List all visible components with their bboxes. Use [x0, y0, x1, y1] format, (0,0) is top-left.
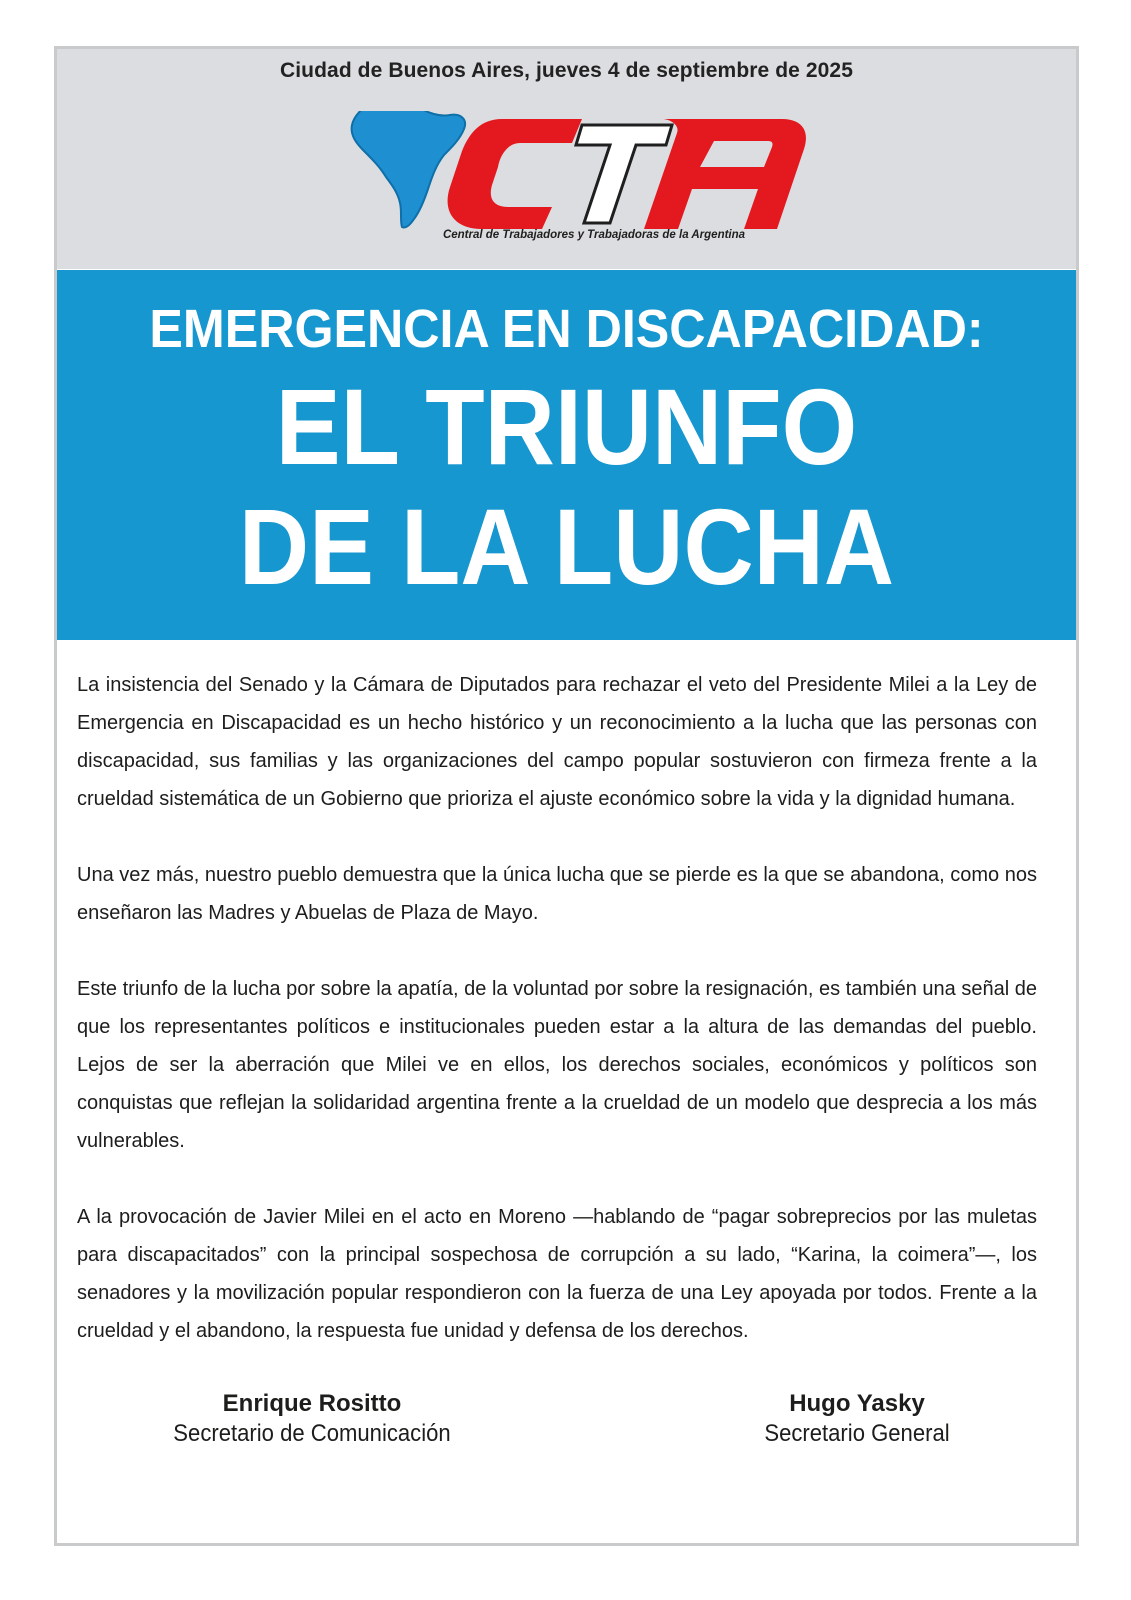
- paragraph: Una vez más, nuestro pueblo demuestra que la única lucha que se pierde es la que se abandona, como nos enseñaron las Madres y Abuelas de Plaza de Mayo.: [77, 864, 1037, 924]
- signature-block: [697, 1389, 1017, 1449]
- signature-block: [127, 1389, 497, 1449]
- paragraph: La insistencia del Senado y la Cámara de Diputados para rechazar el veto del Presidente Milei a la Ley de Emergencia en Discapacidad es un hecho histórico y un reconocimiento a la lucha que las personas con discapacidad, sus familias y las organizaciones del campo popular sostuvieron con firmeza frente a la crueldad sistemática de un Gobierno que prioriza el ajuste económico sobre la vida y la dignidad humana.: [77, 674, 1037, 810]
- statement-body: [77, 666, 1037, 1388]
- signatory-role: Secretario de Comunicación: [173, 1420, 451, 1447]
- south-america-map-icon: [352, 111, 465, 228]
- paragraph: Este triunfo de la lucha por sobre la apatía, de la voluntad por sobre la resignación, es también una señal de que los representantes políticos e institucionales pueden estar a la altura de las demandas del pueblo. Lejos de ser la aberración que Milei ve en ellos, los derechos sociales, económicos y políticos son conquistas que reflejan la solidaridad argentina frente a la crueldad de un modelo que desprecia a los más vulnerables.: [77, 978, 1037, 1152]
- signatory-role: Secretario General: [764, 1420, 950, 1447]
- headline-line-2: EL TRIUNFO: [275, 366, 858, 487]
- header-band: [57, 49, 1076, 269]
- logo-tagline: Central de Trabajadores y Trabajadoras de la Argentina: [442, 229, 746, 241]
- document-frame: [54, 46, 1079, 1546]
- signatory-name: Hugo Yasky: [789, 1390, 925, 1417]
- cta-logo-graphic: [332, 111, 812, 231]
- paragraph: A la provocación de Javier Milei en el acto en Moreno —hablando de “pagar sobreprecios por las muletas para discapacitados” con la principal sospechosa de corrupción a su lado, “Karina, la coimera”—, los senadores y la movilización popular respondieron con la fuerza de una Ley apoyada por todos. Frente a la crueldad y el abandono, la respuesta fue unidad y defensa de los derechos.: [77, 1206, 1037, 1342]
- signatory-name: Enrique Rositto: [222, 1390, 402, 1417]
- cta-logo: [332, 111, 812, 261]
- dateline: Ciudad de Buenos Aires, jueves 4 de septiembre de 2025: [279, 59, 853, 82]
- headline-band: [57, 270, 1076, 640]
- cta-letter-c: [448, 119, 582, 229]
- headline-line-1: EMERGENCIA EN DISCAPACIDAD:: [149, 299, 984, 359]
- headline-line-3: DE LA LUCHA: [238, 486, 895, 607]
